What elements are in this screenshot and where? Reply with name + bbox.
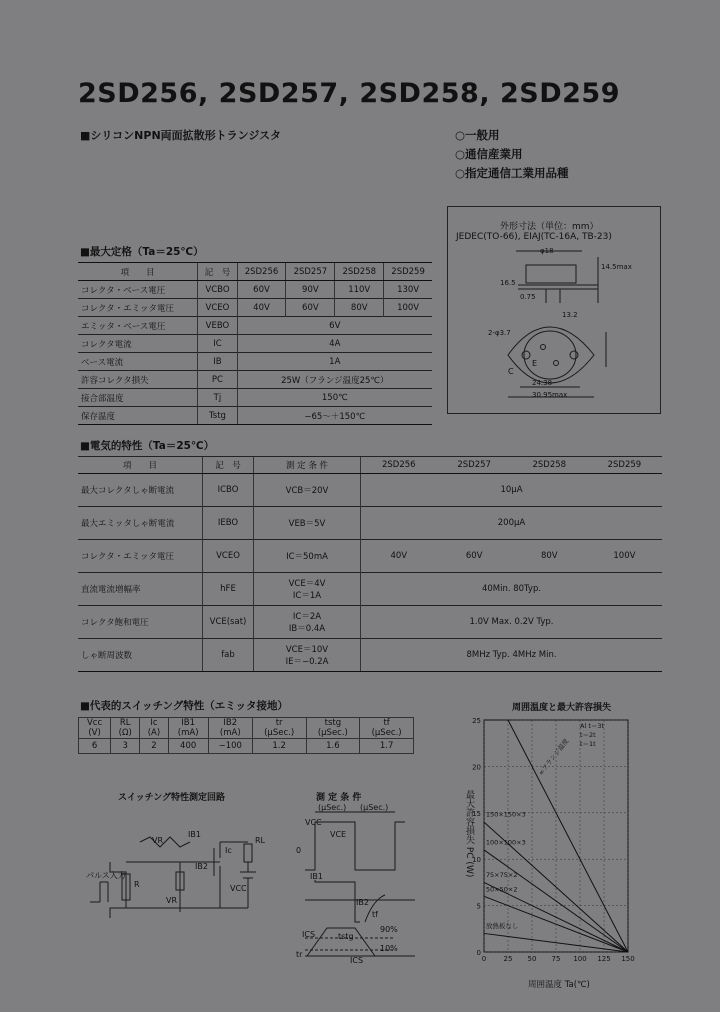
y-tick-label: 20 [472, 763, 481, 772]
circuit-label: パルス入力 [86, 871, 126, 880]
row-value: 110V [335, 281, 384, 299]
y-tick-label: 0 [476, 949, 481, 957]
column-header [140, 718, 168, 739]
x-tick-label: 0 [481, 955, 487, 963]
circuit-label: IB2 [195, 862, 208, 871]
circuit-label: VR [152, 836, 164, 845]
circuit-label: Ic [225, 846, 232, 855]
row-value: 150℃ [237, 389, 432, 407]
row-item: コレクタ飽和電圧 [78, 606, 203, 639]
cell-value: 400 [168, 739, 208, 754]
table-row [78, 281, 432, 299]
row-symbol: fab [203, 639, 254, 672]
table-row [78, 335, 432, 353]
table-row [78, 474, 662, 507]
row-condition [254, 606, 361, 639]
row-value: 60V [437, 540, 512, 573]
row-symbol: PC [198, 371, 237, 389]
row-value: 100V [587, 540, 662, 573]
cell-value: 2 [140, 739, 168, 754]
series-annotation: 75×75×2 [485, 870, 518, 879]
header-line: tf [383, 718, 390, 728]
row-item: 保存温度 [78, 407, 198, 425]
row-item: 直流電流増幅率 [78, 573, 203, 606]
column-header: 2SD259 [384, 263, 432, 281]
x-tick-label: 100 [573, 955, 587, 963]
column-header: 記 号 [203, 457, 254, 474]
header-line: RL [119, 718, 131, 728]
circuit-label: R [134, 880, 140, 889]
table-row [78, 371, 432, 389]
row-item: コレクタ・エミッタ電圧 [78, 540, 203, 573]
page-title: 2SD256, 2SD257, 2SD258, 2SD259 [78, 78, 620, 109]
column-header: 2SD258 [512, 457, 587, 474]
x-tick-label: 125 [597, 955, 611, 963]
row-value: 80V [512, 540, 587, 573]
row-item: しゃ断周波数 [78, 639, 203, 672]
row-item: コレクタ電流 [78, 335, 198, 353]
row-value: 40V [361, 540, 437, 573]
feature-list [455, 126, 569, 183]
header-line: tr [275, 718, 283, 728]
table-row [78, 407, 432, 425]
dim-label: φ18 [540, 247, 554, 255]
header-unit: (μSec.) [371, 728, 402, 738]
header-unit: (V) [88, 728, 101, 738]
dim-label: C [508, 367, 514, 376]
header-unit: (mA) [219, 728, 241, 738]
row-symbol: IC [198, 335, 237, 353]
header-line: Ic [150, 718, 158, 728]
row-condition [254, 639, 361, 672]
table-row [78, 353, 432, 371]
row-symbol: VCE(sat) [203, 606, 254, 639]
condition-label: tf [372, 910, 378, 919]
circuit-label: IB1 [188, 830, 201, 839]
chart-ylabel: 最大許容損失 PC (W) [464, 790, 474, 878]
row-item: エミッタ・ベース電圧 [78, 317, 198, 335]
x-tick-label: 50 [527, 955, 537, 963]
row-item: ベース電流 [78, 353, 198, 371]
legend-entry: Al t＝3t [580, 722, 605, 730]
column-header: 2SD259 [587, 457, 662, 474]
header-line: IB1 [181, 718, 196, 728]
elec-table [78, 456, 662, 672]
row-condition: IC＝50mA [254, 540, 361, 573]
condition-label: ICS [350, 956, 364, 965]
feature-item: ○ 通信産業用 [455, 145, 569, 164]
row-symbol: Tj [198, 389, 237, 407]
legend-entry: t＝2t [580, 731, 596, 739]
condition-line: IC＝1A [292, 591, 322, 601]
y-tick-label: 15 [472, 809, 481, 818]
row-symbol: VCEO [203, 540, 254, 573]
row-value: 8MHz Typ. 4MHz Min. [361, 639, 663, 672]
row-value: 6V [237, 317, 432, 335]
row-symbol: ICBO [203, 474, 254, 507]
row-condition [254, 573, 361, 606]
table-row [78, 299, 432, 317]
series-annotation: 50×50×2 [485, 885, 518, 894]
feature-item: ○ 指定通信工業用品種 [455, 164, 569, 183]
legend-entry: t＝1t [580, 740, 596, 748]
series-annotation: 150×150×3 [485, 810, 526, 819]
condition-line: IB＝0.4A [288, 624, 326, 634]
row-value: 60V [286, 299, 335, 317]
condition-label: 0 [296, 846, 302, 855]
column-header [208, 718, 252, 739]
derating-chart [470, 712, 650, 978]
condition-line: VCE＝4V [288, 579, 326, 589]
condition-label: 90% [380, 925, 398, 934]
column-header: 2SD258 [335, 263, 384, 281]
column-header [79, 718, 111, 739]
row-item: 許容コレクタ損失 [78, 371, 198, 389]
circuit-label: VCC [230, 884, 247, 893]
table-row [78, 606, 662, 639]
row-value: 80V [335, 299, 384, 317]
column-header [252, 718, 306, 739]
y-tick-label: 10 [472, 856, 481, 865]
row-value: 10μA [361, 474, 663, 507]
row-value: 100V [384, 299, 432, 317]
column-header: 2SD257 [286, 263, 335, 281]
row-value: 40Min. 80Typ. [361, 573, 663, 606]
column-header: 測 定 条 件 [254, 457, 361, 474]
elec-heading: ■電気的特性（Ta＝25℃） [80, 440, 215, 452]
package-drawing [448, 207, 660, 413]
row-item: 最大エミッタしゃ断電流 [78, 507, 203, 540]
condition-label: VCC [305, 818, 322, 827]
condition-line: IC＝2A [292, 612, 322, 622]
circuit-label: VR [166, 896, 178, 905]
row-condition: VEB＝5V [254, 507, 361, 540]
row-symbol: VCBO [198, 281, 237, 299]
column-header: 2SD256 [237, 263, 286, 281]
table-row [78, 389, 432, 407]
column-header [168, 718, 208, 739]
condition-label: tr [296, 950, 303, 959]
column-header [360, 718, 414, 739]
condition-label: IB1 [310, 872, 323, 881]
abs-max-table [78, 262, 432, 425]
dim-label: 0.75 [520, 293, 536, 301]
chart-title: 周囲温度と最大許容損失 [512, 703, 612, 713]
row-value: 1A [237, 353, 432, 371]
table-row [79, 739, 414, 754]
column-header: 記 号 [198, 263, 237, 281]
column-header: 2SD256 [361, 457, 437, 474]
column-header: 項 目 [78, 457, 203, 474]
table-row [78, 573, 662, 606]
row-symbol: hFE [203, 573, 254, 606]
column-header [111, 718, 140, 739]
row-value: −65～＋150℃ [237, 407, 432, 425]
feature-item: ○ 一般用 [455, 126, 569, 145]
chart-xlabel: 周囲温度 Ta(℃) [528, 980, 590, 990]
cell-value: 6 [79, 739, 111, 754]
header-line: tstg [324, 718, 342, 728]
y-tick-label: 25 [472, 717, 481, 725]
dim-label: 16.5 [500, 279, 516, 287]
circuit-label: RL [255, 836, 266, 845]
row-condition: VCB＝20V [254, 474, 361, 507]
header-line: Vcc [86, 718, 103, 728]
cell-value: 3 [111, 739, 140, 754]
switching-heading: ■代表的スイッチング特性（エミッタ接地） [80, 700, 289, 712]
product-description: ■シリコンNPN両面拡散形トランジスタ [80, 129, 282, 142]
row-value: 1.0V Max. 0.2V Typ. [361, 606, 663, 639]
condition-line: VCE＝10V [285, 645, 329, 655]
cell-value: 1.6 [306, 739, 360, 754]
series-annotation: 100×100×3 [485, 838, 526, 847]
dim-label: E [532, 359, 538, 368]
header-line: IB2 [223, 718, 238, 728]
header-unit: (A) [147, 728, 161, 738]
row-value: 40V [237, 299, 286, 317]
switching-table [78, 717, 414, 754]
row-item: 最大コレクタしゃ断電流 [78, 474, 203, 507]
abs-max-heading: ■最大定格（Ta＝25℃） [80, 246, 204, 258]
table-row [78, 507, 662, 540]
row-value: 4A [237, 335, 432, 353]
header-unit: (μSec.) [317, 728, 348, 738]
condition-label: IB2 [356, 898, 369, 907]
column-header: 2SD257 [437, 457, 512, 474]
dim-label: 2-φ3.7 [488, 329, 511, 337]
series-annotation: 放熱板なし [485, 921, 519, 930]
condition-label: (μSec.) [318, 803, 347, 812]
row-value: 90V [286, 281, 335, 299]
outline-dimensions-box [447, 206, 661, 414]
circuit-title: スイッチング特性測定回路 [118, 793, 226, 803]
x-tick-label: 150 [621, 955, 635, 963]
row-value: 60V [237, 281, 286, 299]
row-value: 200μA [361, 507, 663, 540]
package-standard: JEDEC(TO-66), EIAJ(TC-16A, TB-23) [456, 232, 612, 242]
table-row [78, 317, 432, 335]
column-header [306, 718, 360, 739]
dim-label: 24.38 [532, 379, 553, 387]
table-row [78, 639, 662, 672]
condition-label: 10% [380, 944, 398, 953]
y-tick-label: 5 [476, 902, 481, 911]
row-value: 25W（フランジ温度25℃） [237, 371, 432, 389]
series-annotation: ∞フランジ温度 [536, 737, 571, 777]
header-unit: (μSec.) [264, 728, 295, 738]
condition-label: tstg [338, 932, 354, 941]
row-symbol: Tstg [198, 407, 237, 425]
cell-value: 1.7 [360, 739, 414, 754]
row-value: 130V [384, 281, 432, 299]
row-symbol: IEBO [203, 507, 254, 540]
row-item: コレクタ・エミッタ電圧 [78, 299, 198, 317]
row-item: コレクタ・ベース電圧 [78, 281, 198, 299]
row-symbol: VEBO [198, 317, 237, 335]
series-line [508, 720, 628, 952]
condition-label: ICS [302, 930, 316, 939]
x-tick-label: 75 [551, 955, 561, 963]
row-symbol: VCEO [198, 299, 237, 317]
row-item: 接合部温度 [78, 389, 198, 407]
row-symbol: IB [198, 353, 237, 371]
x-tick-label: 25 [503, 955, 513, 963]
conditions-title: 測 定 条 件 [316, 793, 362, 803]
header-unit: (Ω) [118, 728, 132, 738]
outline-title: 外形寸法（単位：mm） [500, 222, 599, 232]
condition-label: VCE [330, 830, 347, 839]
condition-line: IE＝−0.2A [285, 657, 329, 667]
header-unit: (mA) [177, 728, 199, 738]
dim-label: 13.2 [562, 311, 578, 319]
cell-value: −100 [208, 739, 252, 754]
condition-label: (μSec.) [360, 803, 389, 812]
cell-value: 1.2 [252, 739, 306, 754]
dim-label: 14.5max [601, 263, 632, 271]
dim-label: 30.95max [532, 391, 568, 399]
table-row [78, 540, 662, 573]
column-header: 項 目 [78, 263, 198, 281]
